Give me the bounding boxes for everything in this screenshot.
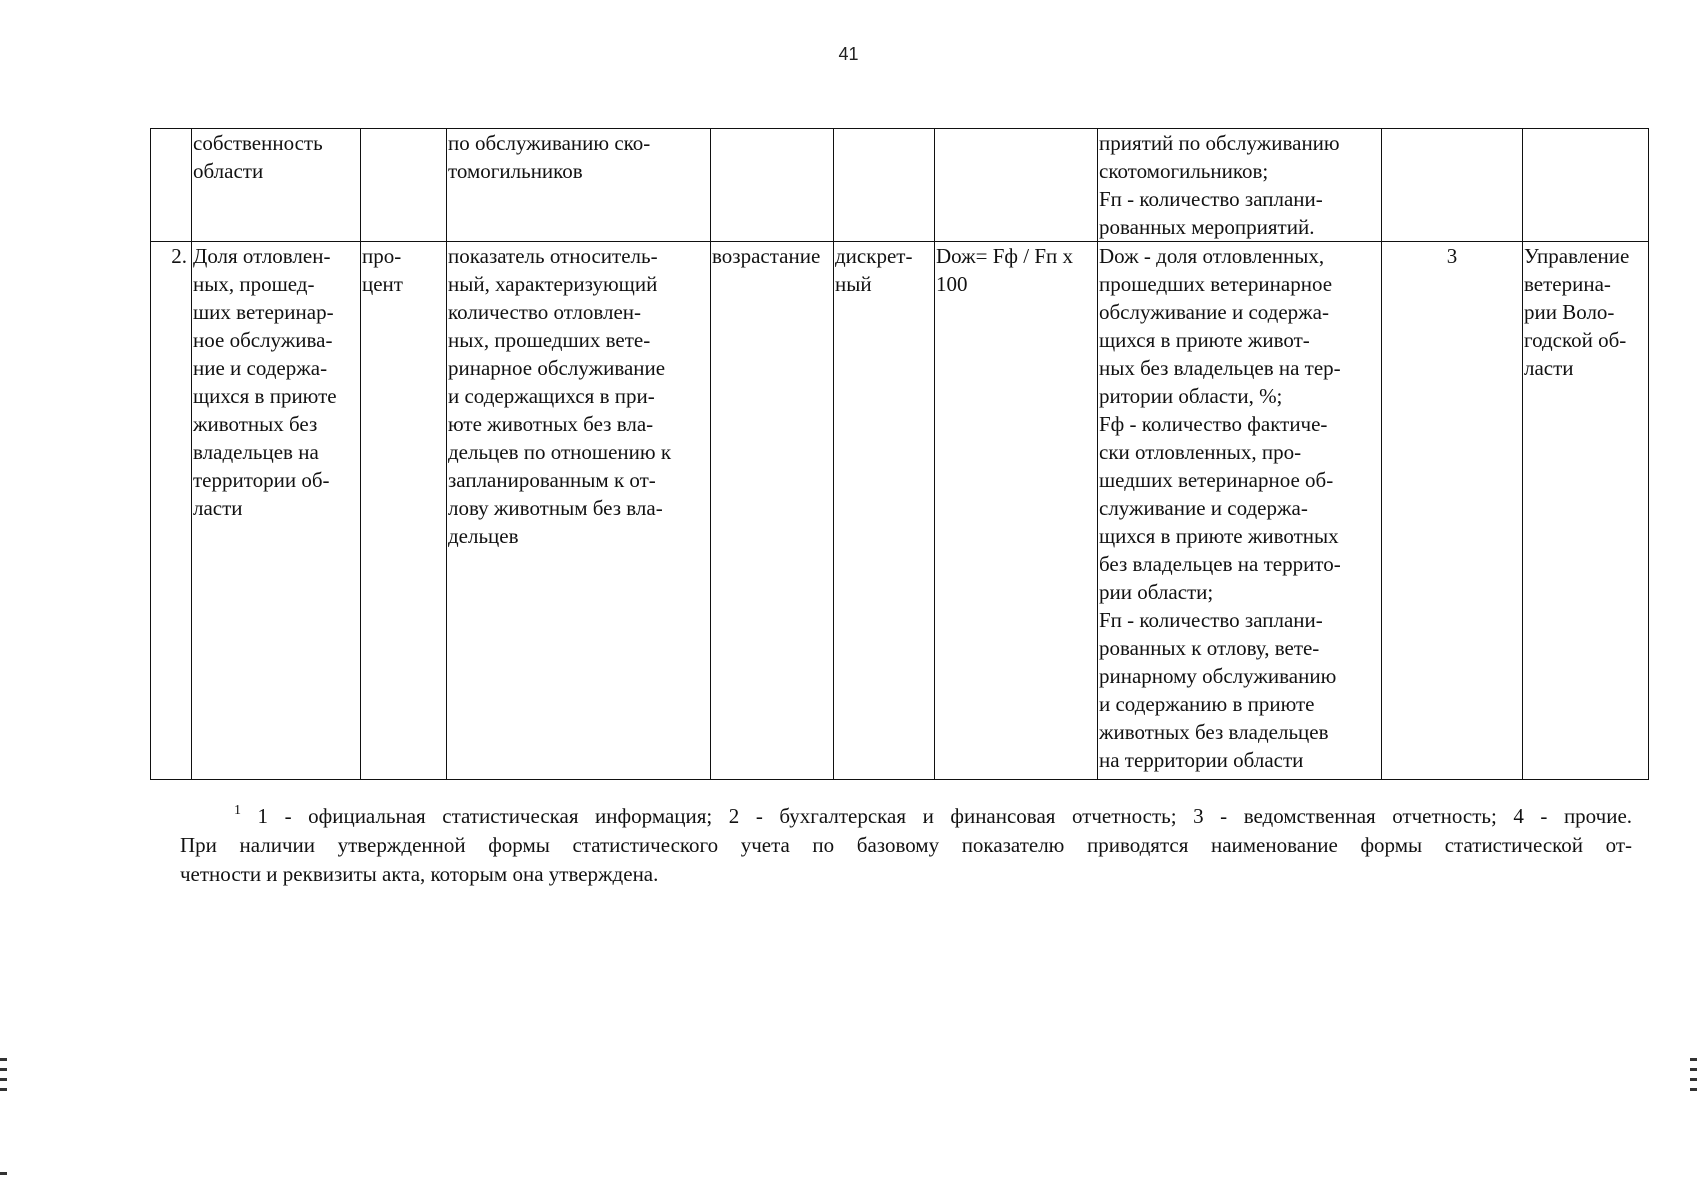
footnote-text-1: 1 - официальная статистическая информация; 2 - бухгалтерская и финансовая отчетность; 3 - ведомственная отчетность; 4 - прочие. — [257, 804, 1633, 828]
cell-type — [834, 129, 935, 242]
text-line: ринарное обслуживание — [448, 356, 666, 380]
text-line: годской об- — [1524, 328, 1627, 352]
cell-definition — [447, 129, 711, 242]
cell-definition — [447, 242, 711, 780]
text-line: дискрет- — [835, 244, 913, 268]
text-line: ный — [835, 272, 872, 296]
text-line: ных, прошедших вете- — [448, 328, 651, 352]
text-line: ринарному обслуживанию — [1099, 664, 1337, 688]
text-line: шедших ветеринарное об- — [1099, 468, 1334, 492]
text-line: Доля отловлен- — [193, 244, 331, 268]
table-row-2 — [151, 242, 1649, 780]
footnote — [180, 802, 1632, 889]
text-line: рии Воло- — [1524, 300, 1615, 324]
text-line: щихся в приюте животных — [1099, 524, 1339, 548]
text-line: собственность — [193, 131, 323, 155]
text-line: Dож - доля отловленных, — [1099, 244, 1325, 268]
text-line: цент — [362, 272, 403, 296]
text-line: скотомогильников; — [1099, 159, 1269, 183]
cell-responsible — [1523, 129, 1649, 242]
text-line: ритории области, %; — [1099, 384, 1283, 408]
footnote-line-1 — [180, 802, 1632, 831]
text-line: по обслуживанию ско- — [448, 131, 651, 155]
scan-mark — [1690, 1068, 1697, 1071]
text-line: Fп - количество заплани- — [1099, 187, 1323, 211]
text-line: рованных к отлову, вете- — [1099, 636, 1320, 660]
scan-mark — [1690, 1078, 1697, 1081]
text-line: ветерина- — [1524, 272, 1611, 296]
footnote-line-3: четности и реквизиты акта, которым она утверждена. — [180, 862, 659, 886]
text-line: прошедших ветеринарное — [1099, 272, 1333, 296]
text-line: территории об- — [193, 468, 330, 492]
cell-name — [192, 242, 361, 780]
text-line: ласти — [1524, 356, 1574, 380]
footnote-marker: 1 — [234, 803, 241, 818]
cell-num — [151, 129, 192, 242]
footnote-line-2: При наличии утвержденной формы статистического учета по базовому показателю приводятся наименование формы статистической от- — [180, 833, 1632, 857]
text-line: юте животных без вла- — [448, 412, 654, 436]
text-line: и содержанию в приюте — [1099, 692, 1315, 716]
text-line: животных без — [193, 412, 318, 436]
text-line: щихся в приюте — [193, 384, 337, 408]
text-line: ный, характеризующий — [448, 272, 658, 296]
text-line: 100 — [936, 272, 968, 296]
cell-type — [834, 242, 935, 780]
indicators-table — [150, 128, 1649, 780]
text-line: Fп - количество заплани- — [1099, 608, 1323, 632]
text-line: рованных мероприятий. — [1099, 215, 1315, 239]
text-line: щихся в приюте живот- — [1099, 328, 1310, 352]
scan-mark — [1690, 1058, 1697, 1061]
text-line: Fф - количество фактиче- — [1099, 412, 1328, 436]
text-line: ных, прошед- — [193, 272, 315, 296]
text-line: животных без владельцев — [1099, 720, 1329, 744]
cell-name — [192, 129, 361, 242]
cell-responsible — [1523, 242, 1649, 780]
text-line: ласти — [193, 496, 243, 520]
cell-unit — [361, 242, 447, 780]
text-line: на территории области — [1099, 748, 1304, 772]
cell-formula — [935, 242, 1098, 780]
scan-mark — [0, 1058, 7, 1061]
text-line: ное обслужива- — [193, 328, 333, 352]
cell-unit — [361, 129, 447, 242]
scan-mark — [0, 1068, 7, 1071]
text-line: и содержащихся в при- — [448, 384, 655, 408]
text-line: ски отловленных, про- — [1099, 440, 1302, 464]
cell-source: 3 — [1382, 242, 1523, 780]
cell-source — [1382, 129, 1523, 242]
text-line: ние и содержа- — [193, 356, 328, 380]
text-line: служивание и содержа- — [1099, 496, 1308, 520]
text-line: дельцев по отношению к — [448, 440, 672, 464]
scan-mark — [0, 1078, 7, 1081]
cell-method — [1098, 129, 1382, 242]
text-line: дельцев — [448, 524, 519, 548]
text-line: области — [193, 159, 264, 183]
page-number: 41 — [838, 44, 859, 64]
cell-method — [1098, 242, 1382, 780]
scan-mark — [1690, 1088, 1697, 1091]
text-line: без владельцев на террито- — [1099, 552, 1341, 576]
text-line: показатель относитель- — [448, 244, 658, 268]
text-line: Управление — [1524, 244, 1630, 268]
text-line: ных без владельцев на тер- — [1099, 356, 1341, 380]
text-line: Dож= Fф / Fп х — [936, 244, 1074, 268]
text-line: приятий по обслуживанию — [1099, 131, 1340, 155]
text-line: про- — [362, 244, 402, 268]
text-line: лову животным без вла- — [448, 496, 663, 520]
cell-dynamics — [711, 129, 834, 242]
text-line: рии области; — [1099, 580, 1214, 604]
cell-dynamics: возрастание — [711, 242, 834, 780]
text-line: томогильников — [448, 159, 583, 183]
scan-mark — [0, 1088, 7, 1091]
table-row-continued — [151, 129, 1649, 242]
cell-num: 2. — [151, 242, 192, 780]
text-line: запланированным к от- — [448, 468, 656, 492]
text-line: количество отловлен- — [448, 300, 642, 324]
text-line: ших ветеринар- — [193, 300, 334, 324]
cell-formula — [935, 129, 1098, 242]
text-line: обслуживание и содержа- — [1099, 300, 1329, 324]
text-line: владельцев на — [193, 440, 319, 464]
scan-mark — [0, 1172, 7, 1175]
